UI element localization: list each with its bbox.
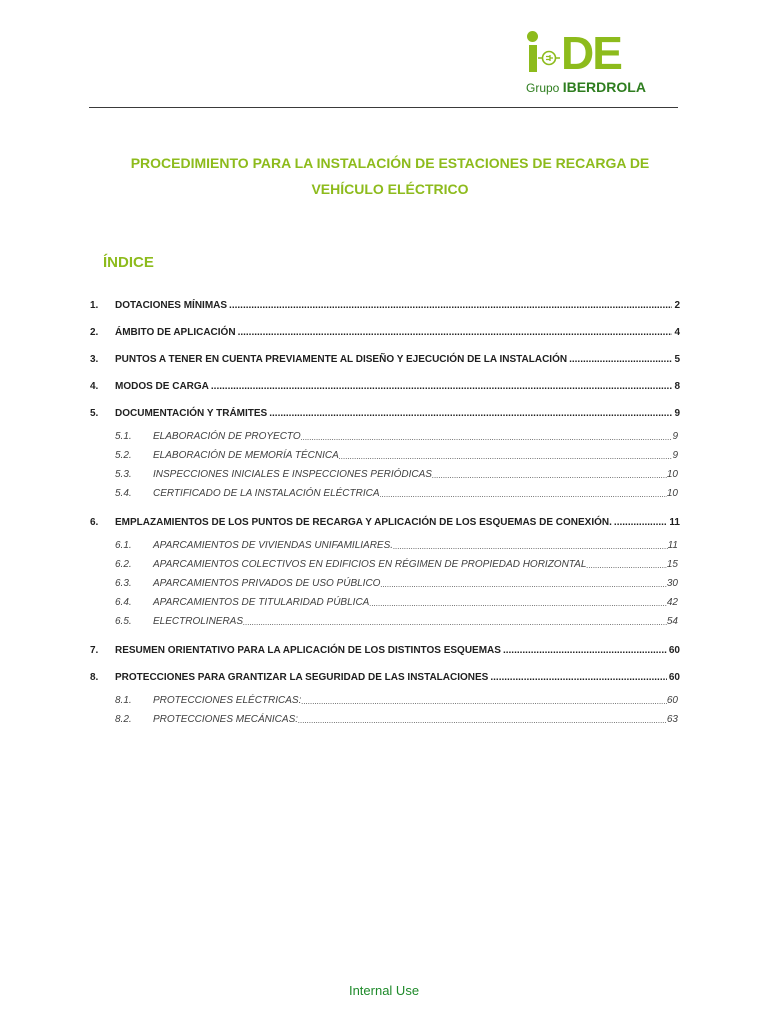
document-title-line1: PROCEDIMIENTO PARA LA INSTALACIÓN DE ESTACIONES DE RECARGA DE xyxy=(130,155,650,171)
toc-entry-title: DOTACIONES MÍNIMAS xyxy=(115,300,228,311)
logo-group-prefix: Grupo xyxy=(526,81,560,95)
toc-subentry-title: ELABORACIÓN DE PROYECTO xyxy=(153,431,301,442)
toc-subentry-title: PROTECCIONES MECÁNICAS: xyxy=(153,714,299,725)
toc-dot-leader xyxy=(269,408,672,419)
toc-subentry-number: 5.3. xyxy=(115,469,132,480)
toc-dot-leader xyxy=(503,645,667,656)
toc-entry-number: 2. xyxy=(90,327,99,338)
toc-entry-number: 3. xyxy=(90,354,99,365)
toc-entry-page: 2 xyxy=(674,300,680,311)
toc-subentry-title: CERTIFICADO DE LA INSTALACIÓN ELÉCTRICA xyxy=(153,488,380,499)
toc-subentry[interactable] xyxy=(115,589,678,608)
toc-entry-title: PUNTOS A TENER EN CUENTA PREVIAMENTE AL DISEÑO Y EJECUCIÓN DE LA INSTALACIÓN xyxy=(115,354,568,365)
toc-dot-leader xyxy=(301,697,667,706)
toc-subentry-title: APARCAMIENTOS DE TITULARIDAD PÚBLICA xyxy=(153,597,370,608)
toc-subentry-page: 9 xyxy=(672,450,678,461)
toc-entry-number: 7. xyxy=(90,645,99,656)
toc-dot-leader xyxy=(211,381,673,392)
toc-entry[interactable] xyxy=(90,338,680,365)
header-rule xyxy=(89,107,678,108)
toc-entry-page: 4 xyxy=(674,327,680,338)
toc-subentry-title: APARCAMIENTOS DE VIVIENDAS UNIFAMILIARES. xyxy=(153,540,394,551)
toc-entry-title: RESUMEN ORIENTATIVO PARA LA APLICACIÓN DE LOS DISTINTOS ESQUEMAS xyxy=(115,645,501,656)
toc-subentry[interactable] xyxy=(115,532,678,551)
toc-subentry-number: 5.1. xyxy=(115,431,132,442)
toc-subentry-title: ELECTROLINERAS xyxy=(153,616,244,627)
toc-subentry[interactable] xyxy=(115,423,678,442)
toc-entry-title: ÁMBITO DE APLICACIÓN xyxy=(115,327,236,338)
logo-group-name: IBERDROLA xyxy=(562,79,646,95)
toc-subentry[interactable] xyxy=(115,570,678,589)
toc-dot-leader xyxy=(432,471,667,480)
logo-wordmark: DE xyxy=(561,27,621,79)
toc-entry-page: 11 xyxy=(669,517,680,528)
toc-entry[interactable] xyxy=(90,501,680,528)
toc-subentry-number: 6.3. xyxy=(115,578,132,589)
logo-group-text xyxy=(526,79,646,95)
toc-subentry-title: ELABORACIÓN DE MEMORÍA TÉCNICA xyxy=(153,450,339,461)
toc-dot-leader xyxy=(243,618,667,627)
table-of-contents xyxy=(90,284,680,727)
toc-subentry-number: 8.1. xyxy=(115,695,132,706)
toc-subentry-page: 60 xyxy=(666,695,678,706)
toc-entry-number: 4. xyxy=(90,381,99,392)
toc-subentry-number: 8.2. xyxy=(115,714,132,725)
toc-subentry-page: 63 xyxy=(666,714,678,725)
toc-entry-number: 6. xyxy=(90,517,99,528)
toc-subentry[interactable] xyxy=(115,551,678,570)
toc-dot-leader xyxy=(229,300,672,311)
toc-dot-leader xyxy=(238,327,673,338)
logo-dot xyxy=(527,31,538,42)
company-logo xyxy=(526,27,646,98)
toc-dot-leader xyxy=(369,599,667,608)
toc-entry-page: 8 xyxy=(674,381,680,392)
toc-dot-leader xyxy=(298,716,667,725)
toc-subentry[interactable] xyxy=(115,480,678,499)
toc-subentries xyxy=(90,419,680,501)
toc-entry-number: 1. xyxy=(90,300,99,311)
toc-entry[interactable] xyxy=(90,629,680,656)
toc-dot-leader xyxy=(380,580,666,589)
toc-subentry-title: PROTECCIONES ELÉCTRICAS: xyxy=(153,695,302,706)
toc-subentry-page: 30 xyxy=(666,578,678,589)
index-heading: ÍNDICE xyxy=(103,254,154,271)
logo-stem xyxy=(529,45,537,72)
toc-entry-page: 9 xyxy=(674,408,680,419)
toc-subentry[interactable] xyxy=(115,706,678,725)
toc-subentry-number: 5.2. xyxy=(115,450,132,461)
toc-subentry-page: 15 xyxy=(666,559,678,570)
toc-subentry-page: 9 xyxy=(672,431,678,442)
toc-subentries xyxy=(90,683,680,727)
footer-classification: Internal Use xyxy=(348,983,420,998)
document-title xyxy=(100,150,680,202)
toc-entry-page: 60 xyxy=(668,645,680,656)
toc-entry-title: MODOS DE CARGA xyxy=(115,381,209,392)
toc-subentry-page: 54 xyxy=(666,616,678,627)
toc-entry[interactable] xyxy=(90,656,680,683)
toc-subentry[interactable] xyxy=(115,461,678,480)
toc-subentry-title: APARCAMIENTOS COLECTIVOS EN EDIFICIOS EN RÉGIMEN DE PROPIEDAD HORIZONTAL xyxy=(153,559,587,570)
toc-subentry-title: APARCAMIENTOS PRIVADOS DE USO PÚBLICO xyxy=(153,578,381,589)
toc-subentry-number: 6.5. xyxy=(115,616,132,627)
plug-icon xyxy=(538,50,560,66)
document-title-line2: VEHÍCULO ELÉCTRICO xyxy=(311,181,469,197)
toc-entry-number: 5. xyxy=(90,408,99,419)
toc-entry-title: EMPLAZAMIENTOS DE LOS PUNTOS DE RECARGA Y APLICACIÓN DE LOS ESQUEMAS DE CONEXIÓN. xyxy=(115,517,612,528)
toc-subentry-number: 5.4. xyxy=(115,488,132,499)
toc-subentry-number: 6.2. xyxy=(115,559,132,570)
toc-subentry-number: 6.4. xyxy=(115,597,132,608)
toc-entry[interactable] xyxy=(90,392,680,419)
toc-dot-leader xyxy=(614,517,668,528)
toc-entry[interactable] xyxy=(90,365,680,392)
toc-subentry-page: 10 xyxy=(666,469,678,480)
toc-subentry-number: 6.1. xyxy=(115,540,132,551)
toc-subentry-page: 11 xyxy=(667,540,678,551)
toc-subentry[interactable] xyxy=(115,608,678,627)
toc-subentry-page: 10 xyxy=(666,488,678,499)
toc-dot-leader xyxy=(393,542,668,551)
toc-subentry[interactable] xyxy=(115,442,678,461)
toc-entry-title: DOCUMENTACIÓN Y TRÁMITES xyxy=(115,408,268,419)
toc-subentry[interactable] xyxy=(115,687,678,706)
toc-dot-leader xyxy=(301,433,673,442)
toc-dot-leader xyxy=(339,452,673,461)
toc-entry-page: 5 xyxy=(674,354,680,365)
toc-dot-leader xyxy=(490,672,667,683)
toc-dot-leader xyxy=(380,490,667,499)
toc-subentry-page: 42 xyxy=(666,597,678,608)
toc-dot-leader xyxy=(586,561,666,570)
toc-dot-leader xyxy=(569,354,672,365)
toc-subentry-title: INSPECCIONES INICIALES E INSPECCIONES PERIÓDICAS xyxy=(153,469,432,480)
toc-entry-page: 60 xyxy=(668,672,680,683)
toc-subentries xyxy=(90,528,680,629)
toc-entry-title: PROTECCIONES PARA GRANTIZAR LA SEGURIDAD DE LAS INSTALACIONES xyxy=(115,672,489,683)
toc-entry-number: 8. xyxy=(90,672,99,683)
toc-entry[interactable] xyxy=(90,311,680,338)
toc-entry[interactable] xyxy=(90,284,680,311)
